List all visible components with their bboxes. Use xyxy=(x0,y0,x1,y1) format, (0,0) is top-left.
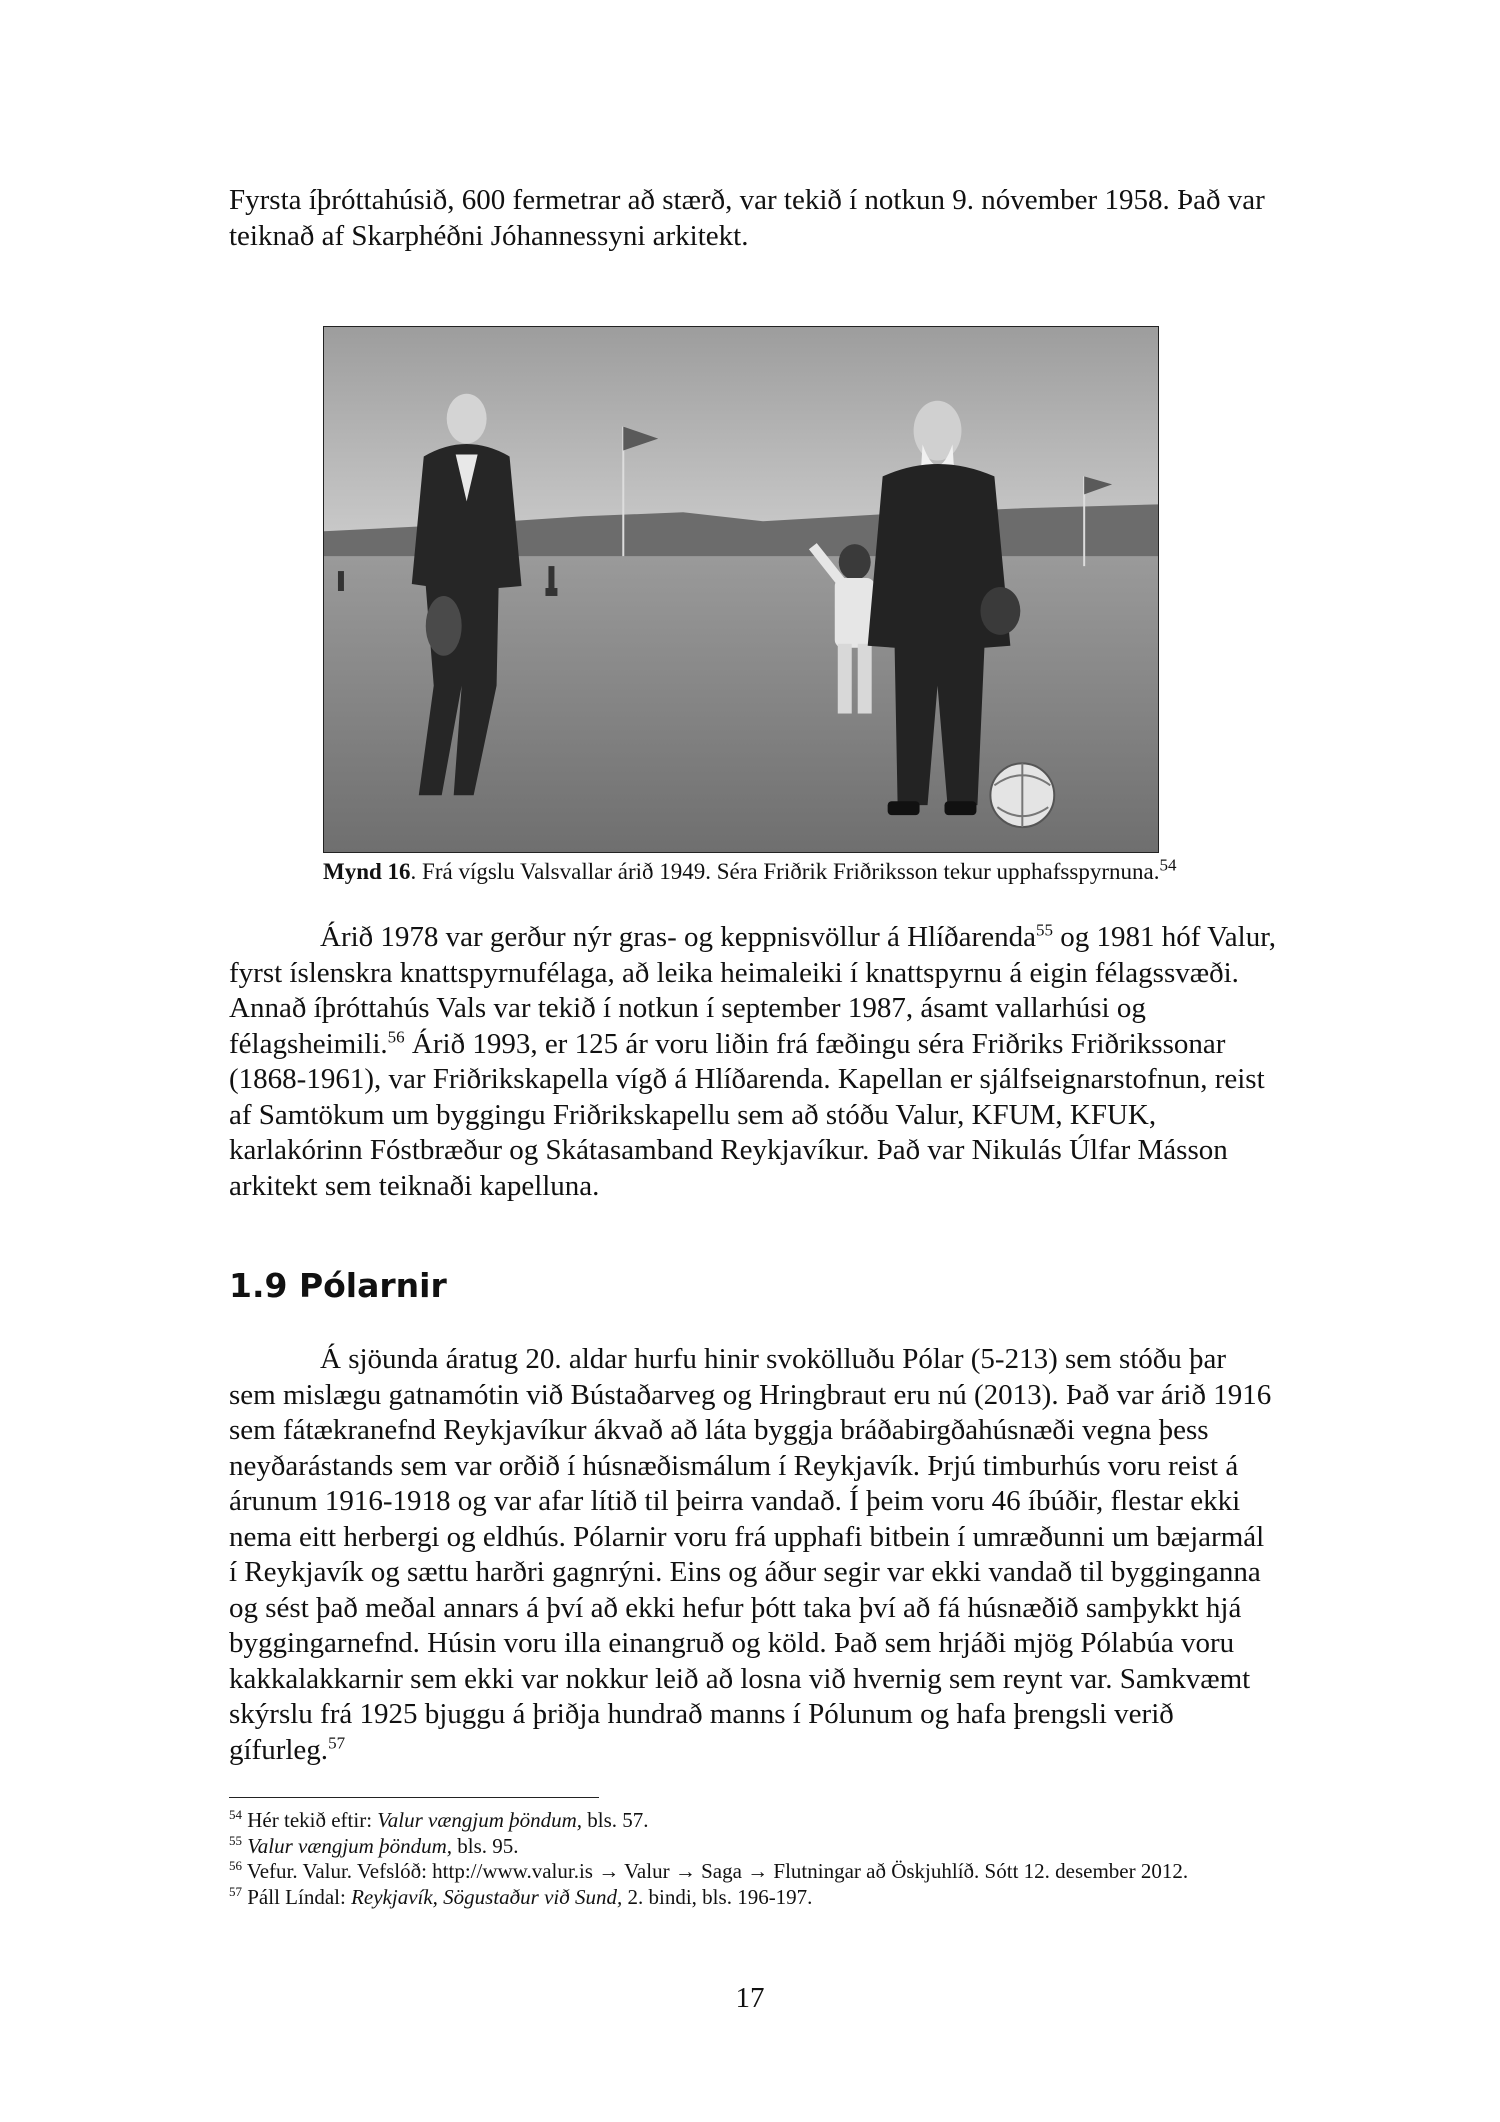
paragraph-text: og 1981 hóf Valur, fyrst íslenskra knattspyrnufélaga, að leika heimaleiki í knattspyrnu á eigin félagssvæði. Annað íþróttahús Vals var tekið í notkun í september 1987, ásamt vallarhúsi og félagsheimili. xyxy=(229,921,1276,1060)
footnote-ref-55: 55 xyxy=(1035,920,1053,940)
figure-caption-text: . Frá vígslu Valsvallar árið 1949. Séra Friðrik Friðriksson tekur upphafsspyrnuna. xyxy=(410,859,1160,884)
footnotes xyxy=(229,1808,1279,1910)
footnote-ref-56: 56 xyxy=(387,1026,405,1046)
footnote-ref-57: 57 xyxy=(328,1732,346,1752)
paragraph-text: Á sjöunda áratug 20. aldar hurfu hinir svokölluðu Pólar (5-213) sem stóðu þar sem mislægu gatnamótin við Bústaðarveg og Hringbraut eru nú (2013). Það var árið 1916 sem fátækranefnd Reykjavíkur ákvað að láta byggja bráðabirgðahúsnæði vegna þess neyðarástands sem var orðið í húsnæðismálum í Reykjavík. Þrjú timburhús voru reist á árunum 1916-1918 og var afar lítið til þeirra vandað. Í þeim voru 46 íbúðir, flestar ekki nema eitt herbergi og eldhús. Pólarnir voru frá upphafi bitbein í umræðunni um bæjarmál í Reykjavík og sættu harðri gagnrýni. Eins og áður segir var ekki vandað til bygginganna og sést það meðal annars á því að ekki hefur þótt taka því að fá húsnæðið samþykkt hjá byggingarnefnd. Húsin voru illa einangruð og köld. Það sem hrjáði mjög Pólabúa voru kakkalakkarnir sem ekki var nokkur leið að losna við hvernig sem reynt var. Samkvæmt skýrslu frá 1925 bjuggu á þriðja hundrað manns í Pólunum og hafa þrengsli verið gífurleg. xyxy=(229,1343,1272,1766)
footnote-55: $^{55}$ Valur vængjum þöndum, bls. 95. xyxy=(229,1832,519,1858)
paragraph-text: Árið 1993, er 125 ár voru liðin frá fæðingu séra Friðriks Friðrikssonar (1868-1961), var Friðrikskapella vígð á Hlíðarenda. Kapellan er sjálfseignarstofnun, reist af Samtökum um byggingu Friðrikskapellu sem að stóðu Valur, KFUM, KFUK, karlakórinn Fóstbræður og Skátasamband Reykjavíkur. Það var Nikulás Úlfar Másson arkitekt sem teiknaði kapelluna. xyxy=(229,1027,1265,1202)
footnote-separator xyxy=(229,1797,599,1798)
photo-football-inauguration xyxy=(324,327,1158,852)
page-number: 17 xyxy=(735,1982,765,2014)
figure-caption xyxy=(323,855,1283,886)
paragraph-text: Árið 1978 var gerður nýr gras- og keppnisvöllur á Hlíðarenda xyxy=(320,921,1036,953)
paragraph-polarnir xyxy=(229,1342,1279,1768)
figure-label: Mynd 16 xyxy=(323,859,411,884)
footnote-57: $^{57}$ Páll Líndal: Reykjavík, Sögustaður við Sund, 2. bindi, bls. 196-197. xyxy=(229,1883,813,1909)
paragraph-valur-history xyxy=(229,920,1279,1204)
footnote-ref-54: 54 xyxy=(1159,855,1177,875)
section-heading: 1.9 Pólarnir xyxy=(229,1266,447,1305)
figure-photo xyxy=(323,326,1159,853)
intro-paragraph: Fyrsta íþróttahúsið, 600 fermetrar að stærð, var tekið í notkun 9. nóvember 1958. Það var teiknað af Skarphéðni Jóhannessyni arkitekt. xyxy=(229,184,1265,252)
footnote-54: $^{54}$ Hér tekið eftir: Valur vængjum þöndum, bls. 57. xyxy=(229,1807,649,1832)
footnote-56: $^{56}$ Vefur. Valur. Vefslóð: http://www.valur.is → Valur → Saga → Flutningar að Öskjuhlíð. Sótt 12. desember 2012. xyxy=(229,1858,1189,1883)
